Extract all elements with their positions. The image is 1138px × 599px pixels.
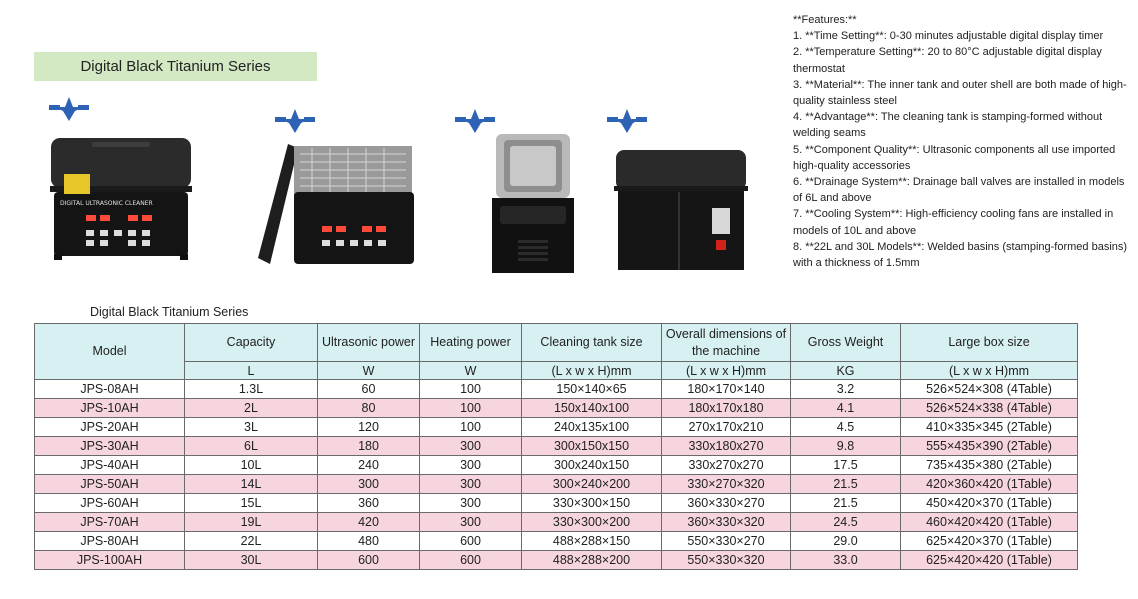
- header-cleaning-tank-size: Cleaning tank size: [522, 324, 662, 362]
- table-cell: JPS-20AH: [35, 418, 185, 437]
- table-cell: 1.3L: [185, 380, 318, 399]
- table-cell: 240x135x100: [522, 418, 662, 437]
- header-large-box-size: Large box size: [901, 324, 1078, 362]
- table-cell: 17.5: [791, 456, 901, 475]
- header-ultrasonic-power: Ultrasonic power: [318, 324, 420, 362]
- table-title: Digital Black Titanium Series: [90, 305, 249, 319]
- table-cell: 550×330×270: [662, 532, 791, 551]
- table-cell: 360×330×320: [662, 513, 791, 532]
- table-cell: 3L: [185, 418, 318, 437]
- panel-label: DIGITAL ULTRASONIC CLEANER: [60, 200, 153, 207]
- product-side-image: [488, 130, 578, 275]
- table-cell: 150x140x100: [522, 399, 662, 418]
- unit-cell: (L x w x H)mm: [662, 362, 791, 380]
- table-cell: 555×435×390 (2Table): [901, 437, 1078, 456]
- table-cell: 15L: [185, 494, 318, 513]
- table-cell: 80: [318, 399, 420, 418]
- table-cell: 735×435×380 (2Table): [901, 456, 1078, 475]
- table-cell: 300: [420, 494, 522, 513]
- table-cell: 21.5: [791, 475, 901, 494]
- table-cell: 625×420×370 (1Table): [901, 532, 1078, 551]
- table-cell: 450×420×370 (1Table): [901, 494, 1078, 513]
- feature-item: 1. **Time Setting**: 0-30 minutes adjustable digital display timer: [793, 30, 1104, 43]
- product-back-image: [612, 148, 750, 272]
- table-cell: 550×330×320: [662, 551, 791, 570]
- table-cell: 625×420×420 (1Table): [901, 551, 1078, 570]
- table-cell: 488×288×150: [522, 532, 662, 551]
- table-row: [35, 513, 1078, 532]
- table-cell: 488×288×200: [522, 551, 662, 570]
- table-cell: 330×270×320: [662, 475, 791, 494]
- unit-cell: (L x w x H)mm: [901, 362, 1078, 380]
- table-cell: 14L: [185, 475, 318, 494]
- product-front-image: [48, 130, 194, 262]
- feature-item: 3. **Material**: The inner tank and outer shell are both made of high-quality stainless steel: [793, 78, 1127, 108]
- feature-item: 6. **Drainage System**: Drainage ball valves are installed in models of 6L and above: [793, 176, 1125, 205]
- table-cell: 22L: [185, 532, 318, 551]
- table-cell: 420: [318, 513, 420, 532]
- table-cell: 300: [420, 456, 522, 475]
- table-cell: JPS-80AH: [35, 532, 185, 551]
- table-row: [35, 475, 1078, 494]
- unit-cell: (L x w x H)mm: [522, 362, 662, 380]
- table-header-row: [35, 324, 1078, 362]
- feature-item: 8. **22L and 30L Models**: Welded basins (stamping-formed basins) with a thickness of 1.5mm: [793, 240, 1128, 270]
- feature-item: 7. **Cooling System**: High-efficiency cooling fans are installed in models of 10L and above: [793, 208, 1114, 237]
- brand-logo: [274, 108, 316, 134]
- table-cell: 30L: [185, 551, 318, 570]
- table-units-row: [35, 362, 1078, 380]
- table-cell: JPS-40AH: [35, 456, 185, 475]
- table-cell: JPS-70AH: [35, 513, 185, 532]
- header-overall-dimensions: Overall dimensions of the machine: [662, 324, 791, 362]
- table-cell: 600: [420, 532, 522, 551]
- header-capacity: Capacity: [185, 324, 318, 362]
- unit-cell: KG: [791, 362, 901, 380]
- table-cell: 360: [318, 494, 420, 513]
- table-cell: 360×330×270: [662, 494, 791, 513]
- features-list: [793, 12, 1131, 271]
- table-cell: 600: [318, 551, 420, 570]
- table-cell: 460×420×420 (1Table): [901, 513, 1078, 532]
- table-cell: 180×170×140: [662, 380, 791, 399]
- table-cell: 19L: [185, 513, 318, 532]
- table-cell: JPS-30AH: [35, 437, 185, 456]
- table-cell: 410×335×345 (2Table): [901, 418, 1078, 437]
- table-cell: 100: [420, 380, 522, 399]
- table-row: [35, 456, 1078, 475]
- table-cell: 330×300×150: [522, 494, 662, 513]
- product-open-lid-image: [250, 140, 420, 272]
- table-cell: 300x150x150: [522, 437, 662, 456]
- table-cell: 3.2: [791, 380, 901, 399]
- features-heading: **Features:**: [793, 14, 857, 26]
- table-cell: 330x270x270: [662, 456, 791, 475]
- brand-logo: [48, 96, 90, 122]
- table-cell: 330×300×200: [522, 513, 662, 532]
- table-cell: 330x180x270: [662, 437, 791, 456]
- table-cell: 4.1: [791, 399, 901, 418]
- table-cell: 300: [420, 475, 522, 494]
- table-cell: 526×524×308 (4Table): [901, 380, 1078, 399]
- table-cell: 300: [420, 513, 522, 532]
- table-row: [35, 532, 1078, 551]
- table-cell: 300x240x150: [522, 456, 662, 475]
- table-cell: 180x170x180: [662, 399, 791, 418]
- table-cell: 180: [318, 437, 420, 456]
- table-cell: 300: [318, 475, 420, 494]
- table-row: [35, 494, 1078, 513]
- table-row: [35, 399, 1078, 418]
- table-cell: 100: [420, 418, 522, 437]
- table-cell: 526×524×338 (4Table): [901, 399, 1078, 418]
- table-cell: JPS-100AH: [35, 551, 185, 570]
- table-row: [35, 418, 1078, 437]
- table-cell: 9.8: [791, 437, 901, 456]
- table-cell: 100: [420, 399, 522, 418]
- table-row: [35, 437, 1078, 456]
- table-cell: JPS-10AH: [35, 399, 185, 418]
- table-cell: JPS-50AH: [35, 475, 185, 494]
- feature-item: 5. **Component Quality**: Ultrasonic components all use imported high-quality accessories: [793, 143, 1116, 172]
- table-cell: 600: [420, 551, 522, 570]
- table-cell: 480: [318, 532, 420, 551]
- table-cell: 270x170x210: [662, 418, 791, 437]
- table-row: [35, 380, 1078, 399]
- header-heating-power: Heating power: [420, 324, 522, 362]
- series-banner: Digital Black Titanium Series: [34, 52, 317, 81]
- table-row: [35, 551, 1078, 570]
- table-cell: 420×360×420 (1Table): [901, 475, 1078, 494]
- table-cell: 24.5: [791, 513, 901, 532]
- unit-cell: W: [420, 362, 522, 380]
- unit-cell: W: [318, 362, 420, 380]
- table-cell: 60: [318, 380, 420, 399]
- table-cell: JPS-08AH: [35, 380, 185, 399]
- table-cell: 2L: [185, 399, 318, 418]
- table-cell: 300×240×200: [522, 475, 662, 494]
- spec-table: [34, 323, 1078, 570]
- table-cell: 33.0: [791, 551, 901, 570]
- feature-item: 2. **Temperature Setting**: 20 to 80°C adjustable digital display thermostat: [793, 46, 1102, 75]
- unit-cell: L: [185, 362, 318, 380]
- header-model: Model: [35, 324, 185, 380]
- table-cell: 240: [318, 456, 420, 475]
- table-cell: 21.5: [791, 494, 901, 513]
- header-gross-weight: Gross Weight: [791, 324, 901, 362]
- table-cell: 150×140×65: [522, 380, 662, 399]
- table-cell: 300: [420, 437, 522, 456]
- brand-logo: [606, 108, 648, 134]
- feature-item: 4. **Advantage**: The cleaning tank is stamping-formed without welding seams: [793, 111, 1103, 140]
- table-cell: JPS-60AH: [35, 494, 185, 513]
- table-cell: 4.5: [791, 418, 901, 437]
- table-cell: 120: [318, 418, 420, 437]
- table-cell: 10L: [185, 456, 318, 475]
- table-cell: 29.0: [791, 532, 901, 551]
- table-cell: 6L: [185, 437, 318, 456]
